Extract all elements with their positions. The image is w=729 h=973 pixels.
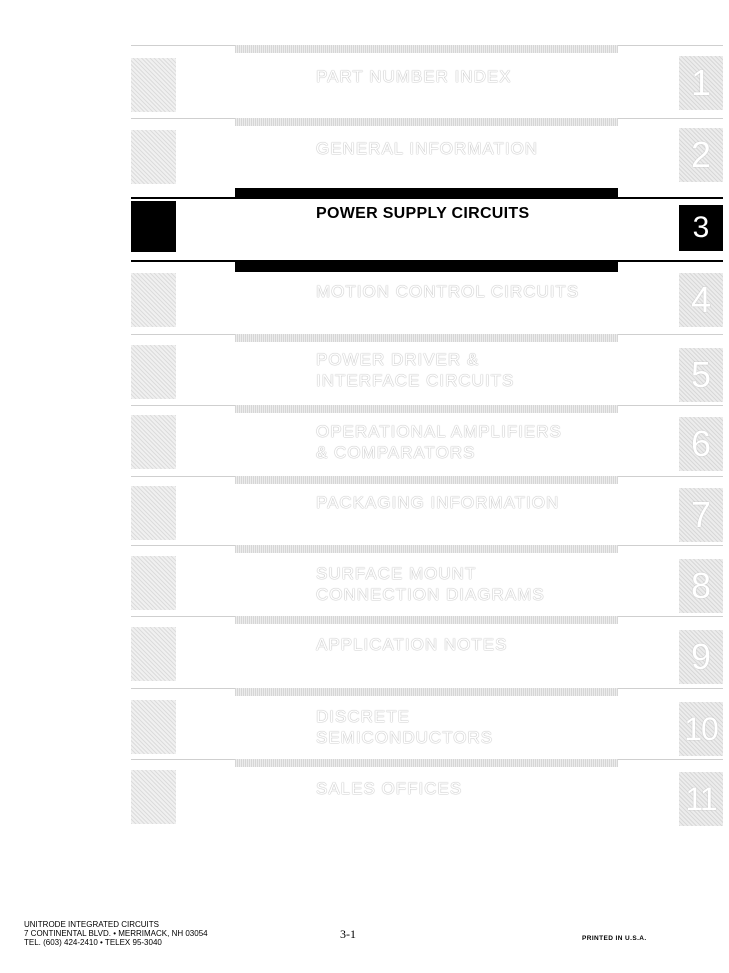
section-title-line: MOTION CONTROL CIRCUITS — [316, 282, 580, 301]
section-marker-box — [131, 770, 176, 824]
page-number: 3-1 — [340, 927, 356, 941]
section-title — [316, 421, 646, 463]
section-title-line: SALES OFFICES — [316, 779, 463, 798]
section-title-line: SURFACE MOUNT — [316, 564, 477, 583]
section-marker-box — [131, 486, 176, 540]
section-marker-box — [131, 273, 176, 327]
section-title-line: CONNECTION DIAGRAMS — [316, 585, 545, 604]
section-tab: 8 — [679, 559, 723, 613]
footer-address: 7 CONTINENTAL BLVD. • MERRIMACK, NH 03054 — [24, 929, 208, 938]
section-header-band — [235, 334, 618, 342]
section-tab: 10 — [679, 702, 723, 756]
section-tab: 11 — [679, 772, 723, 826]
section-header-band — [235, 545, 618, 553]
section-title-line: OPERATIONAL AMPLIFIERS — [316, 422, 562, 441]
section-title — [316, 563, 646, 605]
section-title — [316, 138, 646, 159]
printed-notice: PRINTED IN U.S.A. — [582, 935, 647, 942]
section-title-line: & COMPARATORS — [316, 443, 476, 462]
section-tab: 3 — [679, 205, 723, 251]
section-marker-box — [131, 130, 176, 184]
section-tab: 1 — [679, 56, 723, 110]
section-marker-box — [131, 556, 176, 610]
section-marker-box — [131, 58, 176, 112]
section-title — [316, 634, 646, 655]
section-title-line: POWER DRIVER & — [316, 350, 480, 369]
section-title-line: DISCRETE — [316, 707, 410, 726]
section-tab: 6 — [679, 417, 723, 471]
section-title-line: GENERAL INFORMATION — [316, 139, 539, 158]
section-title-line: APPLICATION NOTES — [316, 635, 508, 654]
section-header-band — [235, 688, 618, 696]
section-header-band — [235, 118, 618, 126]
footer-company: UNITRODE INTEGRATED CIRCUITS — [24, 920, 159, 929]
footer-company-info — [24, 920, 208, 947]
section-header-band — [235, 45, 618, 53]
section-marker-box — [131, 700, 176, 754]
section-title — [316, 66, 646, 87]
section-tab: 4 — [679, 273, 723, 327]
section-title-line: PART NUMBER INDEX — [316, 67, 512, 86]
section-title-line: SEMICONDUCTORS — [316, 728, 494, 747]
section-title — [316, 281, 646, 302]
section-header-band — [235, 616, 618, 624]
section-title: POWER SUPPLY CIRCUITS — [316, 205, 530, 222]
section-title — [316, 778, 646, 799]
section-header-band — [235, 759, 618, 767]
section-tab: 5 — [679, 348, 723, 402]
section-title-line: PACKAGING INFORMATION — [316, 493, 560, 512]
section-divider — [131, 197, 723, 199]
section-title — [316, 706, 646, 748]
section-marker-box — [131, 201, 176, 252]
footer-contact: TEL. (603) 424-2410 • TELEX 95-3040 — [24, 938, 162, 947]
section-marker-box — [131, 345, 176, 399]
section-title-line: INTERFACE CIRCUITS — [316, 371, 515, 390]
section-title — [316, 349, 646, 391]
section-tab: 2 — [679, 128, 723, 182]
section-footer-bar — [235, 262, 618, 272]
section-header-band — [235, 405, 618, 413]
section-tab: 7 — [679, 488, 723, 542]
section-marker-box — [131, 627, 176, 681]
section-title — [316, 492, 646, 513]
section-marker-box — [131, 415, 176, 469]
section-tab: 9 — [679, 630, 723, 684]
section-header-band — [235, 476, 618, 484]
